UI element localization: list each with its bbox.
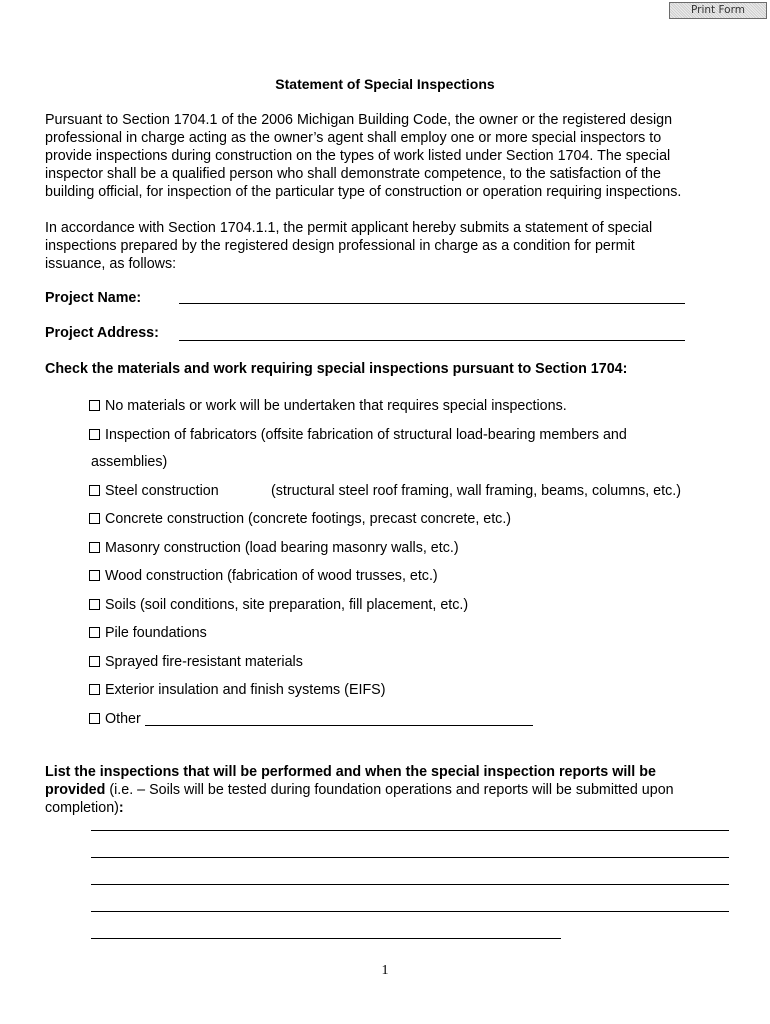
checklist-label: Wood construction (fabrication of wood trusses, etc.) [105, 568, 438, 584]
checkbox-eifs[interactable] [89, 684, 100, 695]
checklist-label: Pile foundations [105, 625, 207, 641]
checklist-item-wood [89, 567, 438, 585]
page-number: 1 [381, 963, 389, 978]
checkbox-soils[interactable] [89, 599, 100, 610]
colon: : [118, 800, 124, 816]
checklist-label: Masonry construction (load bearing masonry walls, etc.) [105, 540, 459, 556]
checklist-label: Steel construction [105, 483, 219, 499]
checklist-heading: Check the materials and work requiring special inspections pursuant to Section 1704: [45, 361, 628, 377]
intro-line: provide inspections during construction on the types of work listed under Section 1704. The special [45, 148, 671, 164]
checklist-item-fabricators [89, 426, 627, 444]
answer-line-1[interactable] [91, 830, 729, 831]
checklist-item-masonry [89, 539, 459, 557]
statement-line: inspections prepared by the registered design professional in charge as a condition for permit [45, 238, 635, 254]
checkbox-other[interactable] [89, 713, 100, 724]
inspections-list-rest: (i.e. – Soils will be tested during foundation operations and reports will be submitted upon [105, 782, 674, 798]
checkbox-none[interactable] [89, 400, 100, 411]
checkbox-steel[interactable] [89, 485, 100, 496]
intro-line: Pursuant to Section 1704.1 of the 2006 Michigan Building Code, the owner or the registered design [45, 112, 673, 128]
intro-line: building official, for inspection of the particular type of construction or operation requiring inspections. [45, 184, 682, 200]
statement-line: issuance, as follows: [45, 256, 177, 272]
checkbox-masonry[interactable] [89, 542, 100, 553]
checkbox-pile[interactable] [89, 627, 100, 638]
checklist-item-sprayed [89, 653, 303, 671]
project-address-input[interactable] [179, 340, 685, 341]
checklist-item-other [89, 710, 533, 728]
checklist-label: Soils (soil conditions, site preparation, fill placement, etc.) [105, 597, 469, 613]
checklist-label: Concrete construction (concrete footings, precast concrete, etc.) [105, 511, 512, 527]
checklist-item-pile [89, 624, 207, 642]
checkbox-fabricators[interactable] [89, 429, 100, 440]
checklist-item-soils [89, 596, 468, 614]
answer-line-4[interactable] [91, 911, 729, 912]
checklist-item-concrete [89, 510, 511, 528]
checklist-item-steel [89, 482, 219, 500]
other-input[interactable] [145, 711, 533, 726]
checkbox-sprayed[interactable] [89, 656, 100, 667]
checklist-label: Inspection of fabricators (offsite fabrication of structural load-bearing members and [105, 427, 627, 443]
statement-paragraph [45, 219, 735, 273]
answer-line-2[interactable] [91, 857, 729, 858]
checkbox-concrete[interactable] [89, 513, 100, 524]
checklist-item-none [89, 397, 567, 415]
intro-line: inspector shall be a qualified person who shall demonstrate competence, to the satisfaction of the [45, 166, 661, 182]
answer-line-3[interactable] [91, 884, 729, 885]
inspections-list-line [45, 799, 735, 817]
checkbox-wood[interactable] [89, 570, 100, 581]
project-name-input[interactable] [179, 303, 685, 304]
checklist-label: Exterior insulation and finish systems (EIFS) [105, 682, 386, 698]
page-title: Statement of Special Inspections [275, 76, 495, 92]
inspections-list-paragraph [45, 763, 735, 817]
project-name-label: Project Name: [45, 290, 142, 306]
inspections-list-line [45, 781, 735, 799]
checklist-label: Other [105, 711, 141, 727]
intro-paragraph [45, 111, 735, 201]
answer-line-5[interactable] [91, 938, 561, 939]
checklist-label: Sprayed fire-resistant materials [105, 654, 303, 670]
steel-detail: (structural steel roof framing, wall framing, beams, columns, etc.) [271, 483, 681, 499]
project-address-label: Project Address: [45, 325, 159, 341]
inspections-list-line: List the inspections that will be performed and when the special inspection reports will be [45, 764, 656, 780]
fabricators-continuation: assemblies) [91, 454, 168, 470]
statement-line: In accordance with Section 1704.1.1, the permit applicant hereby submits a statement of special [45, 220, 653, 236]
checklist-item-eifs [89, 681, 385, 699]
intro-line: professional in charge acting as the owner’s agent shall employ one or more special inspectors to [45, 130, 662, 146]
print-form-button[interactable]: Print Form [669, 2, 767, 19]
provided-word: provided [45, 782, 106, 798]
completion-text: completion) [45, 800, 119, 816]
checklist-label: No materials or work will be undertaken that requires special inspections. [105, 398, 567, 414]
